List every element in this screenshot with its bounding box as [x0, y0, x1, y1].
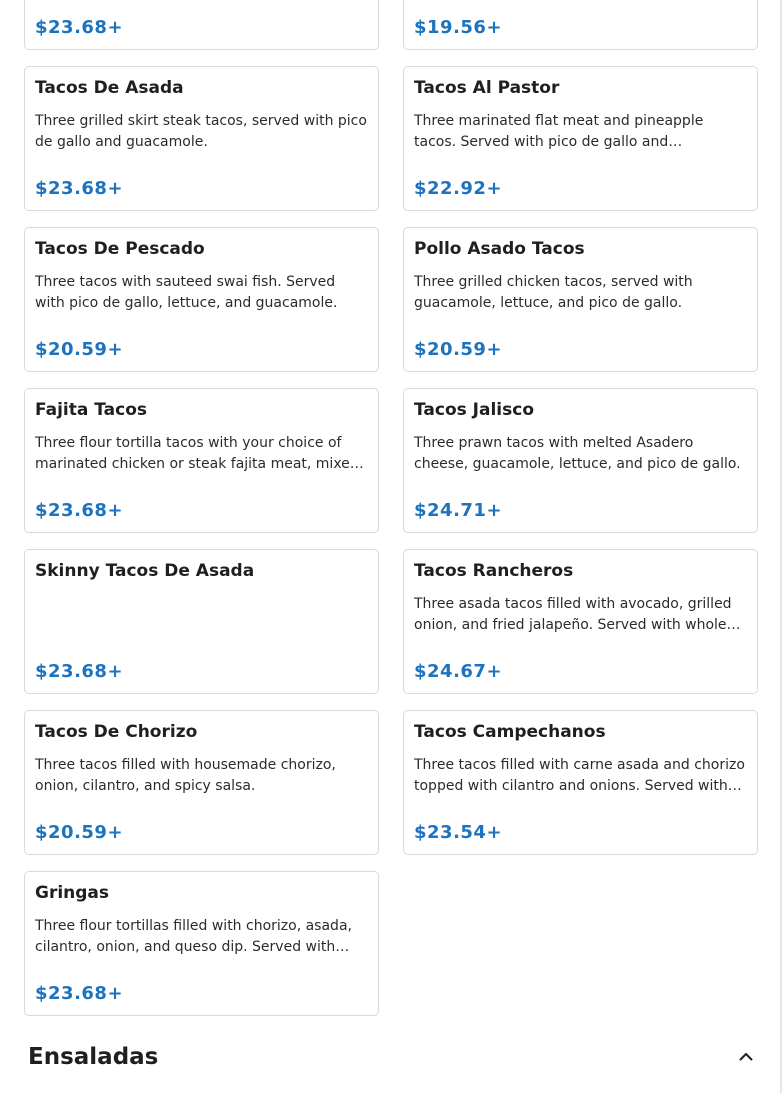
- menu-item-card[interactable]: [403, 227, 758, 372]
- item-price: $20.59+: [35, 339, 124, 360]
- item-price: $20.59+: [35, 822, 124, 843]
- menu-item-card[interactable]: [403, 388, 758, 533]
- menu-item-card[interactable]: [24, 710, 379, 855]
- item-description: Three grilled chicken tacos, served with guacamole, lettuce, and pico de gallo.: [414, 274, 693, 311]
- item-price: $23.68+: [35, 500, 124, 521]
- item-price: $20.59+: [414, 339, 503, 360]
- item-price: $24.67+: [414, 661, 503, 682]
- item-name: Tacos De Asada: [35, 78, 184, 98]
- menu-item-card[interactable]: [403, 549, 758, 694]
- item-price: $23.68+: [35, 178, 124, 199]
- item-description: Three tacos filled with carne asada and chorizo topped with cilantro and onions. Served with…: [414, 757, 745, 794]
- item-description: Three flour tortilla tacos with your choice of marinated chicken or steak fajita meat, mixe…: [35, 435, 364, 472]
- menu-item-card[interactable]: [24, 0, 379, 50]
- item-name: Fajita Tacos: [35, 400, 148, 420]
- item-description: Three grilled skirt steak tacos, served with pico de gallo and guacamole.: [35, 113, 367, 150]
- item-description: Three asada tacos filled with avocado, grilled onion, and fried jalapeño. Served with whole…: [414, 596, 741, 633]
- menu-items-grid: [24, 0, 758, 1016]
- item-name: Pollo Asado Tacos: [414, 239, 585, 259]
- item-price: $22.92+: [414, 178, 503, 199]
- item-name: Tacos De Pescado: [35, 239, 205, 259]
- item-price: $23.68+: [35, 17, 124, 38]
- item-price: $24.71+: [414, 500, 503, 521]
- item-description: Three flour tortillas filled with chorizo, asada, cilantro, onion, and queso dip. Served with…: [35, 918, 352, 955]
- menu-item-card[interactable]: [403, 0, 758, 50]
- menu-item-card[interactable]: [24, 388, 379, 533]
- section-header-ensaladas[interactable]: [28, 1040, 758, 1080]
- item-price: $23.68+: [35, 983, 124, 1004]
- item-name: Tacos Rancheros: [414, 561, 574, 581]
- menu-item-card[interactable]: [403, 710, 758, 855]
- item-price: $19.56+: [414, 17, 503, 38]
- menu-item-card[interactable]: [403, 66, 758, 211]
- item-description: Three prawn tacos with melted Asadero cheese, guacamole, lettuce, and pico de gallo.: [414, 435, 741, 472]
- item-name: Gringas: [35, 883, 110, 903]
- item-name: Tacos De Chorizo: [35, 722, 198, 742]
- item-description: Three tacos filled with housemade chorizo, onion, cilantro, and spicy salsa.: [35, 757, 336, 794]
- chevron-up-icon[interactable]: [734, 1044, 758, 1068]
- item-price: $23.68+: [35, 661, 124, 682]
- item-name: Tacos Jalisco: [414, 400, 534, 420]
- item-name: Tacos Campechanos: [414, 722, 606, 742]
- item-name: Tacos Al Pastor: [414, 78, 560, 98]
- item-description: Three marinated flat meat and pineapple tacos. Served with pico de gallo and…: [414, 113, 704, 150]
- menu-item-card[interactable]: [24, 227, 379, 372]
- section-title: Ensaladas: [28, 1044, 159, 1070]
- item-description: Three tacos with sauteed swai fish. Served with pico de gallo, lettuce, and guacamole.: [35, 274, 338, 311]
- menu-item-card[interactable]: [24, 66, 379, 211]
- menu-item-card[interactable]: [24, 871, 379, 1016]
- item-price: $23.54+: [414, 822, 503, 843]
- menu-item-card[interactable]: [24, 549, 379, 694]
- item-name: Skinny Tacos De Asada: [35, 561, 255, 581]
